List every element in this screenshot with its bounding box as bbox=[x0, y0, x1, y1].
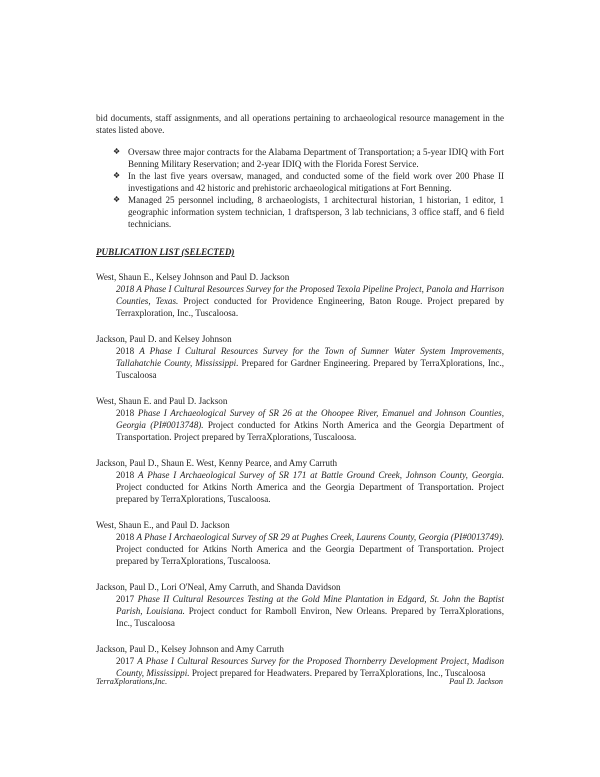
publication-description bbox=[116, 407, 504, 443]
publication-title: A Phase I Cultural Resources Survey for the Proposed Thornberry Development Project, Madison County, Mississippi. bbox=[116, 656, 504, 678]
publication-year: 2018 bbox=[116, 346, 135, 356]
publication-description bbox=[116, 655, 504, 679]
bullet-text: Oversaw three major contracts for the Alabama Department of Transportation; a 5-year IDIQ with Fort Benning Military Reservation; and 2-year IDIQ with the Florida Forest Service. bbox=[128, 147, 504, 169]
section-heading: PUBLICATION LIST (SELECTED) bbox=[96, 247, 235, 257]
publication-entry bbox=[96, 519, 504, 567]
bullet-item bbox=[96, 146, 504, 170]
publication-entry bbox=[96, 457, 504, 505]
publication-authors: Jackson, Paul D., Lori O'Neal, Amy Carruth, and Shanda Davidson bbox=[96, 582, 341, 592]
bullet-text: Managed 25 personnel including, 8 archaeologists, 1 architectural historian, 1 historian, 1 editor, 1 geographic information system technician, 1 draftsperson, 3 lab technicians, 3 office staff, and 6 field technicians. bbox=[128, 195, 504, 229]
publication-description bbox=[116, 531, 504, 567]
publication-details: Project conduct for Ramboll Environ, New Orleans. Prepared by TerraXplorations, Inc., Tuscaloosa bbox=[116, 606, 504, 628]
publication-description bbox=[116, 345, 504, 381]
footer-author: Paul D. Jackson bbox=[449, 677, 503, 686]
publication-year: 2018 bbox=[116, 408, 135, 418]
bullet-item bbox=[96, 170, 504, 194]
publication-description bbox=[116, 469, 504, 505]
publication-list bbox=[96, 271, 504, 679]
footer-company: TerraXplorations,Inc. bbox=[96, 677, 168, 686]
publication-year: 2017 bbox=[116, 594, 135, 604]
publication-entry bbox=[96, 643, 504, 679]
publication-title: A Phase I Cultural Resources Survey for the Proposed Texola Pipeline Project, Panola and Harrison Counties, Texas. bbox=[116, 284, 504, 306]
publication-title: A Phase I Archaeological Survey of SR 171 at Battle Ground Creek, Johnson County, Georgia. bbox=[138, 470, 504, 480]
publication-details: Project conducted for Atkins North America and the Georgia Department of Transportation. Project prepared by TerraXplorations, Tuscaloosa. bbox=[116, 544, 504, 566]
publication-entry bbox=[96, 333, 504, 381]
publication-authors: West, Shaun E., Kelsey Johnson and Paul D. Jackson bbox=[96, 272, 290, 282]
publication-authors: Jackson, Paul D., Kelsey Johnson and Amy Carruth bbox=[96, 644, 284, 654]
publication-details: Project prepared for Headwaters. Prepared by TerraXplorations, Inc., Tuscaloosa bbox=[191, 668, 486, 678]
publication-details: Prepared for Gardner Engineering. Prepared by TerraXplorations, Inc., Tuscaloosa bbox=[116, 358, 504, 380]
diamond-bullet-icon: ❖ bbox=[113, 171, 121, 180]
publication-title: A Phase I Cultural Resources Survey for the Town of Sumner Water System Improvements, Tallahatchie County, Mississippi. bbox=[116, 346, 504, 368]
publication-title: Phase II Cultural Resources Testing at the Gold Mine Plantation in Edgard, St. John the Baptist Parish, Louisiana. bbox=[116, 594, 504, 616]
publication-details: Project conducted for Providence Engineering, Baton Rouge. Project prepared by Terraxploration, Inc., Tuscaloosa. bbox=[116, 296, 504, 318]
bullet-item bbox=[96, 194, 504, 230]
publication-entry bbox=[96, 395, 504, 443]
publication-description bbox=[116, 593, 504, 629]
publication-title: Phase I Archaeological Survey of SR 26 at the Ohoopee River, Emanuel and Johnson Counties, Georgia (PI#0013748). bbox=[116, 408, 504, 430]
responsibility-bullets bbox=[96, 146, 504, 230]
publication-entry bbox=[96, 581, 504, 629]
intro-continuation: bid documents, staff assignments, and all operations pertaining to archaeological resource management in the states listed above. bbox=[96, 113, 504, 135]
publication-description bbox=[116, 283, 504, 319]
bullet-text: In the last five years oversaw, managed, and conducted some of the field work over 200 Phase II investigations and 42 historic and prehistoric archaeological mitigations at Fort Benning. bbox=[128, 171, 504, 193]
publication-title: A Phase I Archaeological Survey of SR 29 at Pughes Creek, Laurens County, Georgia (PI#0013749). bbox=[136, 532, 504, 542]
publication-details: Project conducted for Atkins North America and the Georgia Department of Transportation. Project prepared by TerraXplorations, Tuscaloosa. bbox=[116, 420, 504, 442]
publication-details: Project conducted for Atkins North America and the Georgia Department of Transportation. Project prepared by TerraXplorations, Tuscaloosa. bbox=[116, 482, 504, 504]
publication-authors: Jackson, Paul D. and Kelsey Johnson bbox=[96, 334, 232, 344]
publication-year: 2018 bbox=[116, 532, 135, 542]
publication-authors: Jackson, Paul D., Shaun E. West, Kenny Pearce, and Amy Carruth bbox=[96, 458, 338, 468]
publication-year: 2018 bbox=[116, 470, 135, 480]
publication-entry bbox=[96, 271, 504, 319]
publication-year: 2018 bbox=[116, 284, 135, 294]
publication-authors: West, Shaun E. and Paul D. Jackson bbox=[96, 396, 228, 406]
publication-year: 2017 bbox=[116, 656, 135, 666]
page-content bbox=[96, 112, 504, 679]
publication-authors: West, Shaun E., and Paul D. Jackson bbox=[96, 520, 230, 530]
diamond-bullet-icon: ❖ bbox=[113, 195, 121, 204]
diamond-bullet-icon: ❖ bbox=[113, 147, 121, 156]
